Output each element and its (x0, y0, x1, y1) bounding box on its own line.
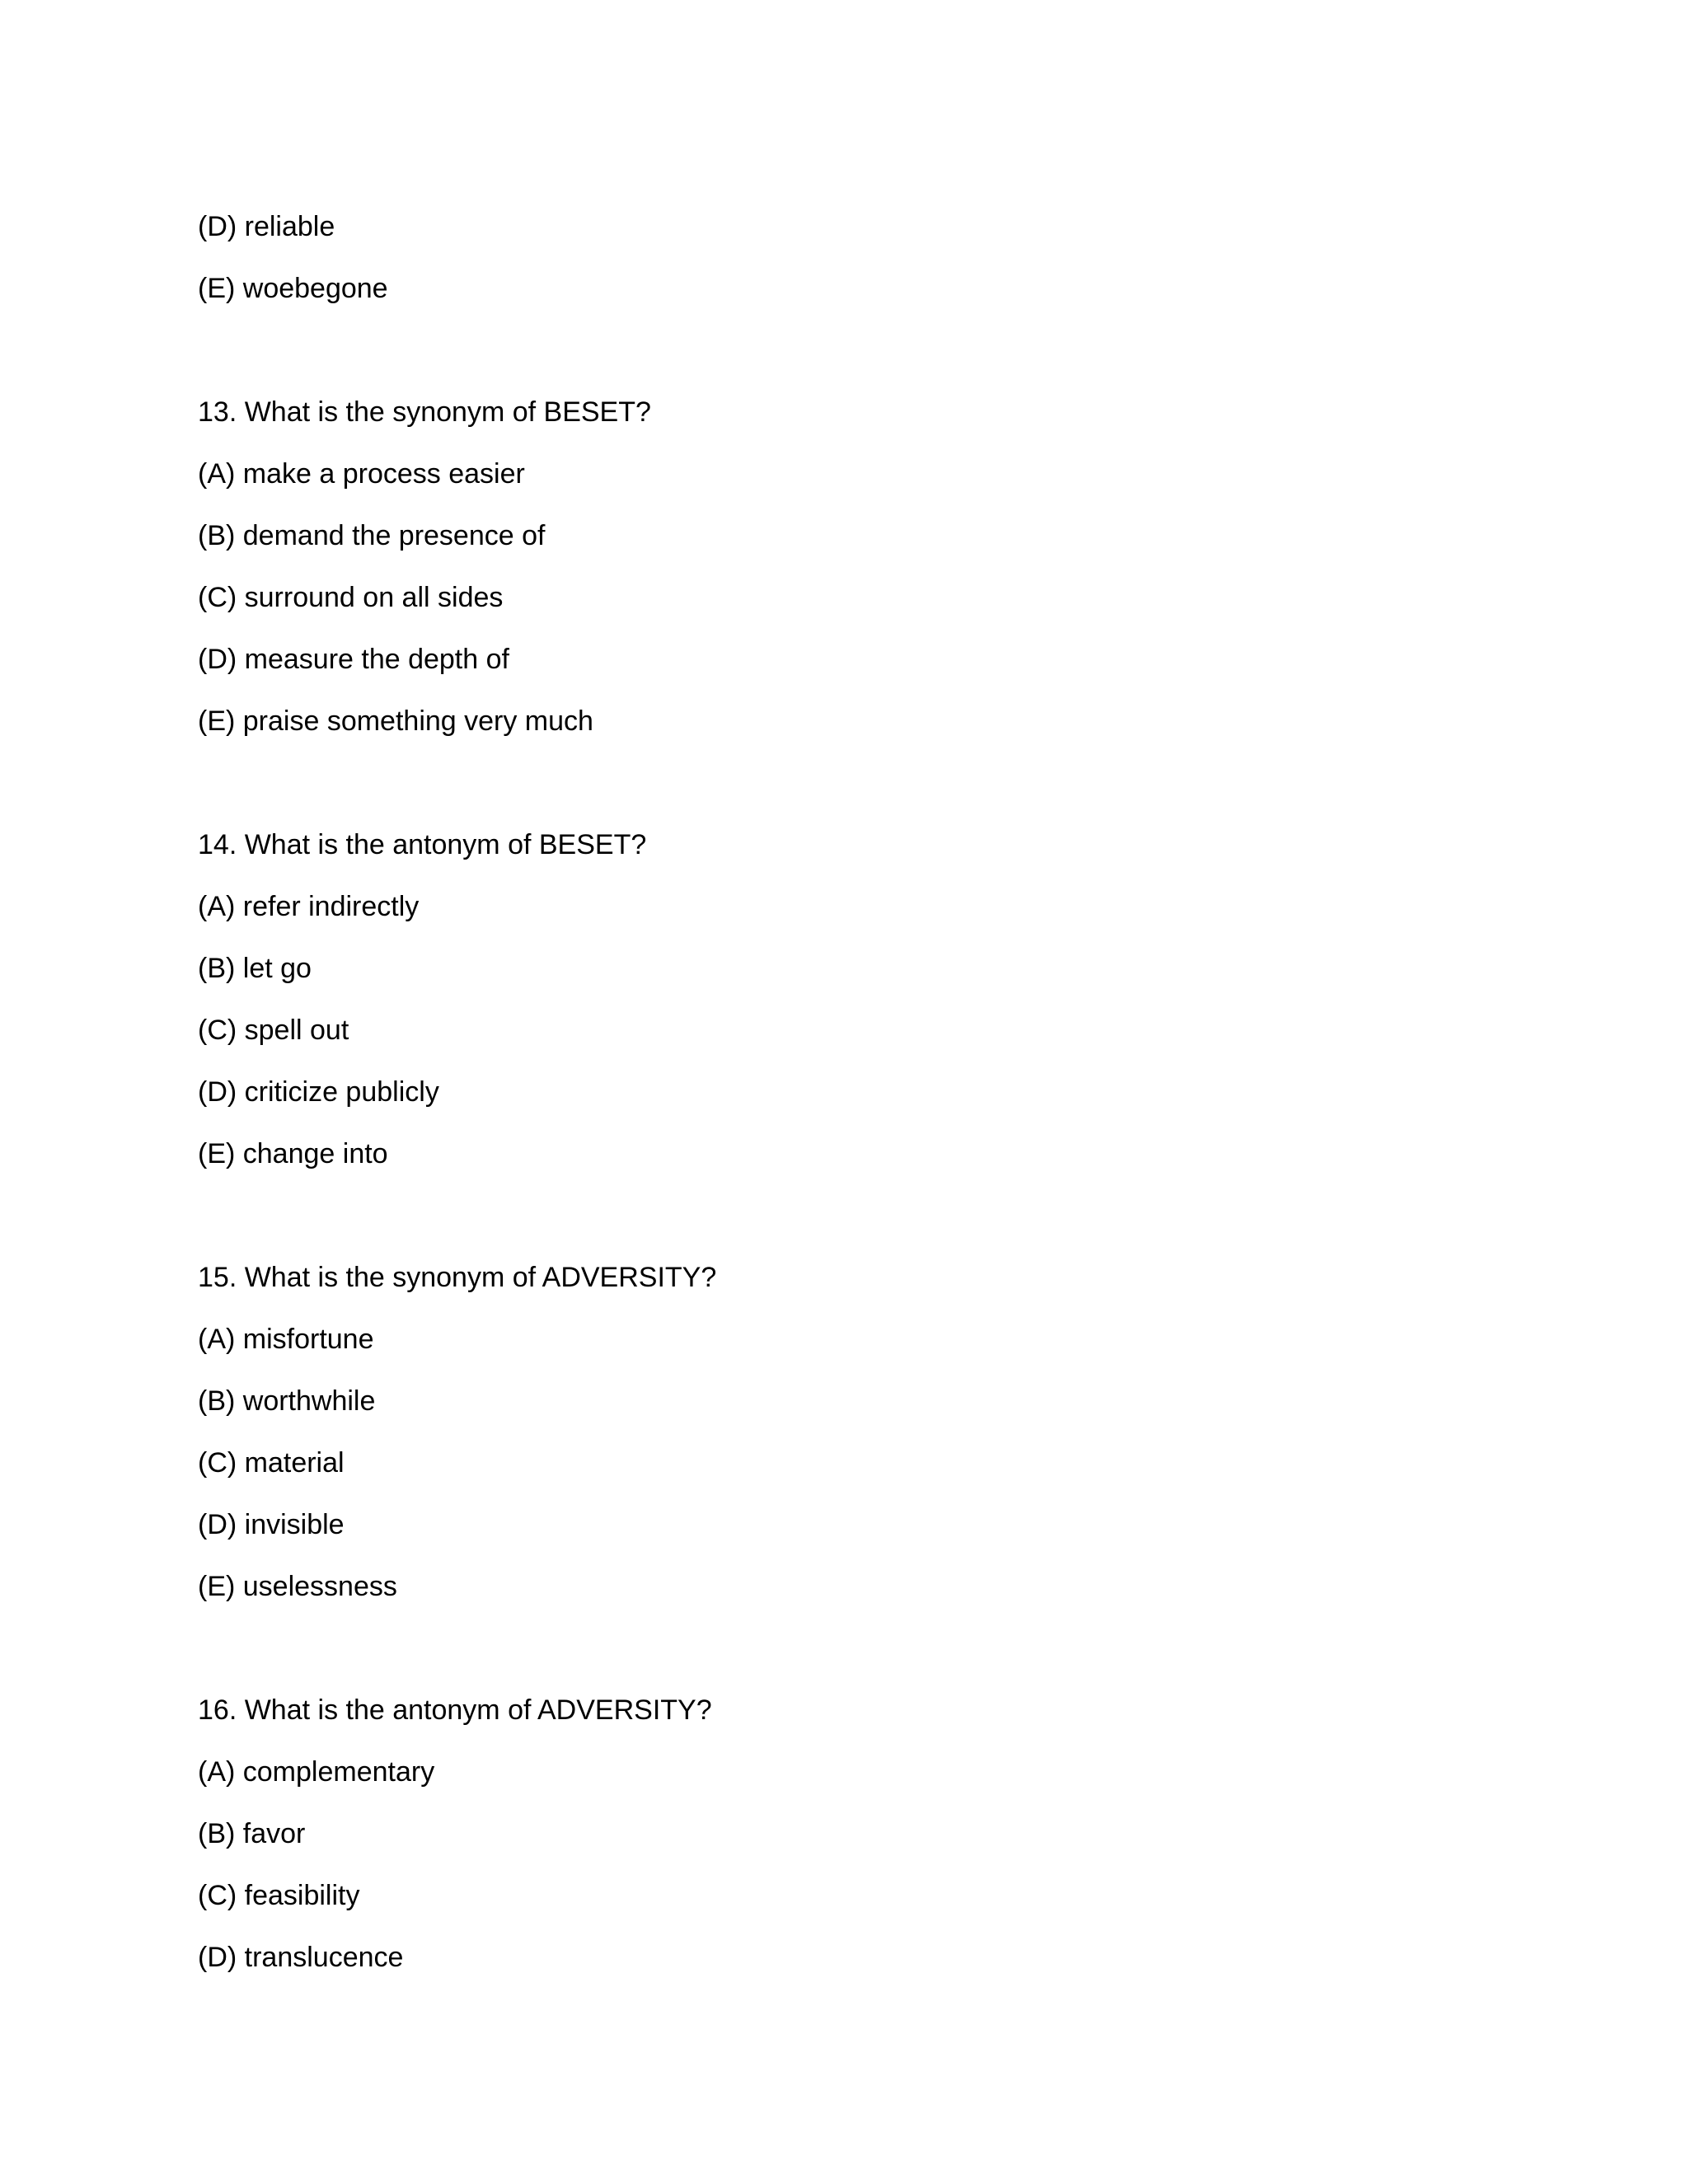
page-content (198, 196, 1484, 1989)
option-item: (B) worthwhile (198, 1385, 376, 1417)
question-prompt: 14. What is the antonym of BESET? (198, 829, 647, 860)
option-item: (A) refer indirectly (198, 891, 420, 922)
option-item: (B) demand the presence of (198, 520, 546, 551)
question-16 (198, 1680, 1484, 1989)
option-item: (D) reliable (198, 211, 335, 242)
option-item: (C) material (198, 1447, 345, 1479)
option-item: (B) favor (198, 1818, 306, 1849)
option-item: (D) criticize publicly (198, 1076, 439, 1108)
question-prompt: 15. What is the synonym of ADVERSITY? (198, 1262, 717, 1293)
option-item: (D) translucence (198, 1942, 404, 1973)
option-item: (D) measure the depth of (198, 644, 509, 675)
continued-options (198, 196, 1484, 320)
question-13 (198, 382, 1484, 752)
option-item: (A) make a process easier (198, 458, 525, 490)
option-item: (E) uselessness (198, 1571, 397, 1602)
option-item: (E) change into (198, 1138, 388, 1169)
option-item: (D) invisible (198, 1509, 345, 1540)
question-prompt: 13. What is the synonym of BESET? (198, 396, 651, 428)
question-15 (198, 1247, 1484, 1618)
spacer (198, 752, 1484, 814)
option-item: (E) praise something very much (198, 705, 593, 737)
option-item: (B) let go (198, 953, 312, 984)
option-item: (C) feasibility (198, 1880, 360, 1911)
question-prompt: 16. What is the antonym of ADVERSITY? (198, 1694, 712, 1726)
option-item: (C) surround on all sides (198, 582, 504, 613)
spacer (198, 320, 1484, 382)
option-item: (E) woebegone (198, 273, 388, 304)
spacer (198, 1185, 1484, 1247)
question-14 (198, 814, 1484, 1185)
option-item: (A) misfortune (198, 1324, 374, 1355)
option-item: (C) spell out (198, 1015, 349, 1046)
spacer (198, 1618, 1484, 1680)
option-item: (A) complementary (198, 1756, 435, 1788)
